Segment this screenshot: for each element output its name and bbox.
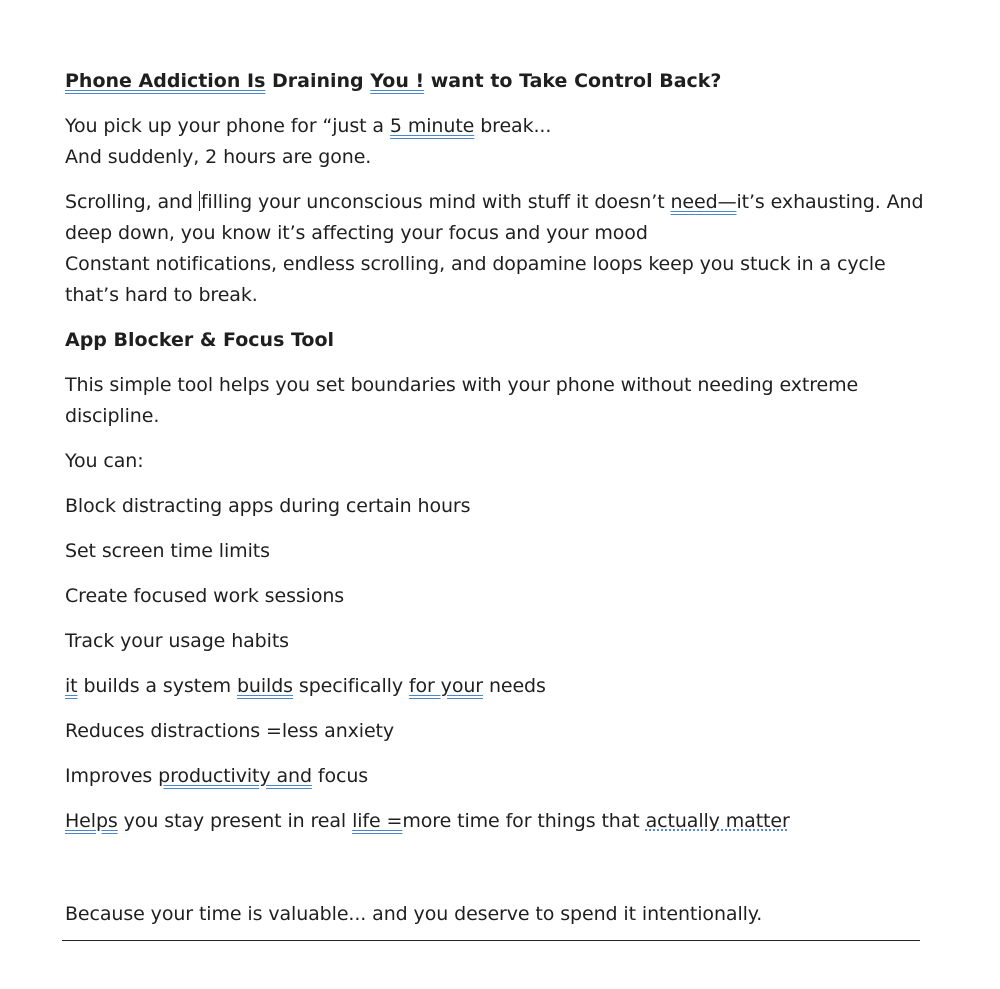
builds-line-e: for your — [408, 675, 483, 697]
builds-line-f: needs — [483, 675, 546, 697]
tool-description: This simple tool helps you set boundaries with your phone without needing extreme discipline. — [65, 374, 859, 427]
scrolling-paragraph — [65, 187, 925, 311]
intro-line1-b: 5 minute — [389, 115, 475, 137]
document-title — [65, 66, 925, 97]
helps-e: actually matter — [645, 810, 790, 832]
para2-b: filling your unconscious mind with stuff it doesn’t — [200, 191, 671, 213]
document-body[interactable] — [65, 66, 925, 944]
para2-d: it’s exhausting. And deep down, you know it’s affecting your focus and your mood — [65, 191, 924, 244]
blank-line — [65, 851, 925, 899]
intro-line1-c: break... — [474, 115, 552, 137]
builds-line-a: it — [65, 675, 78, 697]
para2-e: Constant notifications, endless scrolling, and dopamine loops keep you stuck in a cycle that’s hard to break. — [65, 253, 886, 306]
you-can-label: You can: — [65, 450, 144, 472]
closing-line: Because your time is valuable... and you deserve to spend it intentionally. — [65, 903, 763, 925]
improves-c: focus — [311, 765, 369, 787]
para2-c: need— — [670, 191, 737, 213]
feature-item: Track your usage habits — [65, 630, 289, 652]
helps-a: Helps — [65, 810, 118, 832]
title-part-3: You ! — [370, 70, 425, 92]
intro-line1-a: You pick up your phone for “just a — [65, 115, 390, 137]
title-part-1: Phone Addiction Is — [65, 70, 266, 92]
helps-d: more time for things that — [402, 810, 646, 832]
helps-line — [65, 806, 925, 837]
reduces-line: Reduces distractions =less anxiety — [65, 720, 395, 742]
helps-b: you stay present in real — [117, 810, 353, 832]
page-rule — [62, 940, 920, 941]
improves-b: productivity and — [158, 765, 312, 787]
feature-item: Create focused work sessions — [65, 585, 345, 607]
para2-a: Scrolling, and — [65, 191, 199, 213]
builds-line — [65, 671, 925, 702]
builds-line-c: builds — [236, 675, 293, 697]
intro-line2: And suddenly, 2 hours are gone. — [65, 146, 372, 168]
improves-line — [65, 761, 925, 792]
builds-line-b: builds a system — [77, 675, 237, 697]
feature-item: Block distracting apps during certain hours — [65, 495, 471, 517]
title-part-4: want to Take Control Back? — [424, 70, 722, 92]
helps-c: life = — [352, 810, 403, 832]
improves-a: Improves — [65, 765, 159, 787]
intro-paragraph — [65, 111, 925, 173]
title-part-2: Draining — [265, 70, 371, 92]
text-cursor — [199, 191, 200, 211]
feature-item: Set screen time limits — [65, 540, 270, 562]
builds-line-d: specifically — [292, 675, 409, 697]
section-heading: App Blocker & Focus Tool — [65, 329, 335, 351]
